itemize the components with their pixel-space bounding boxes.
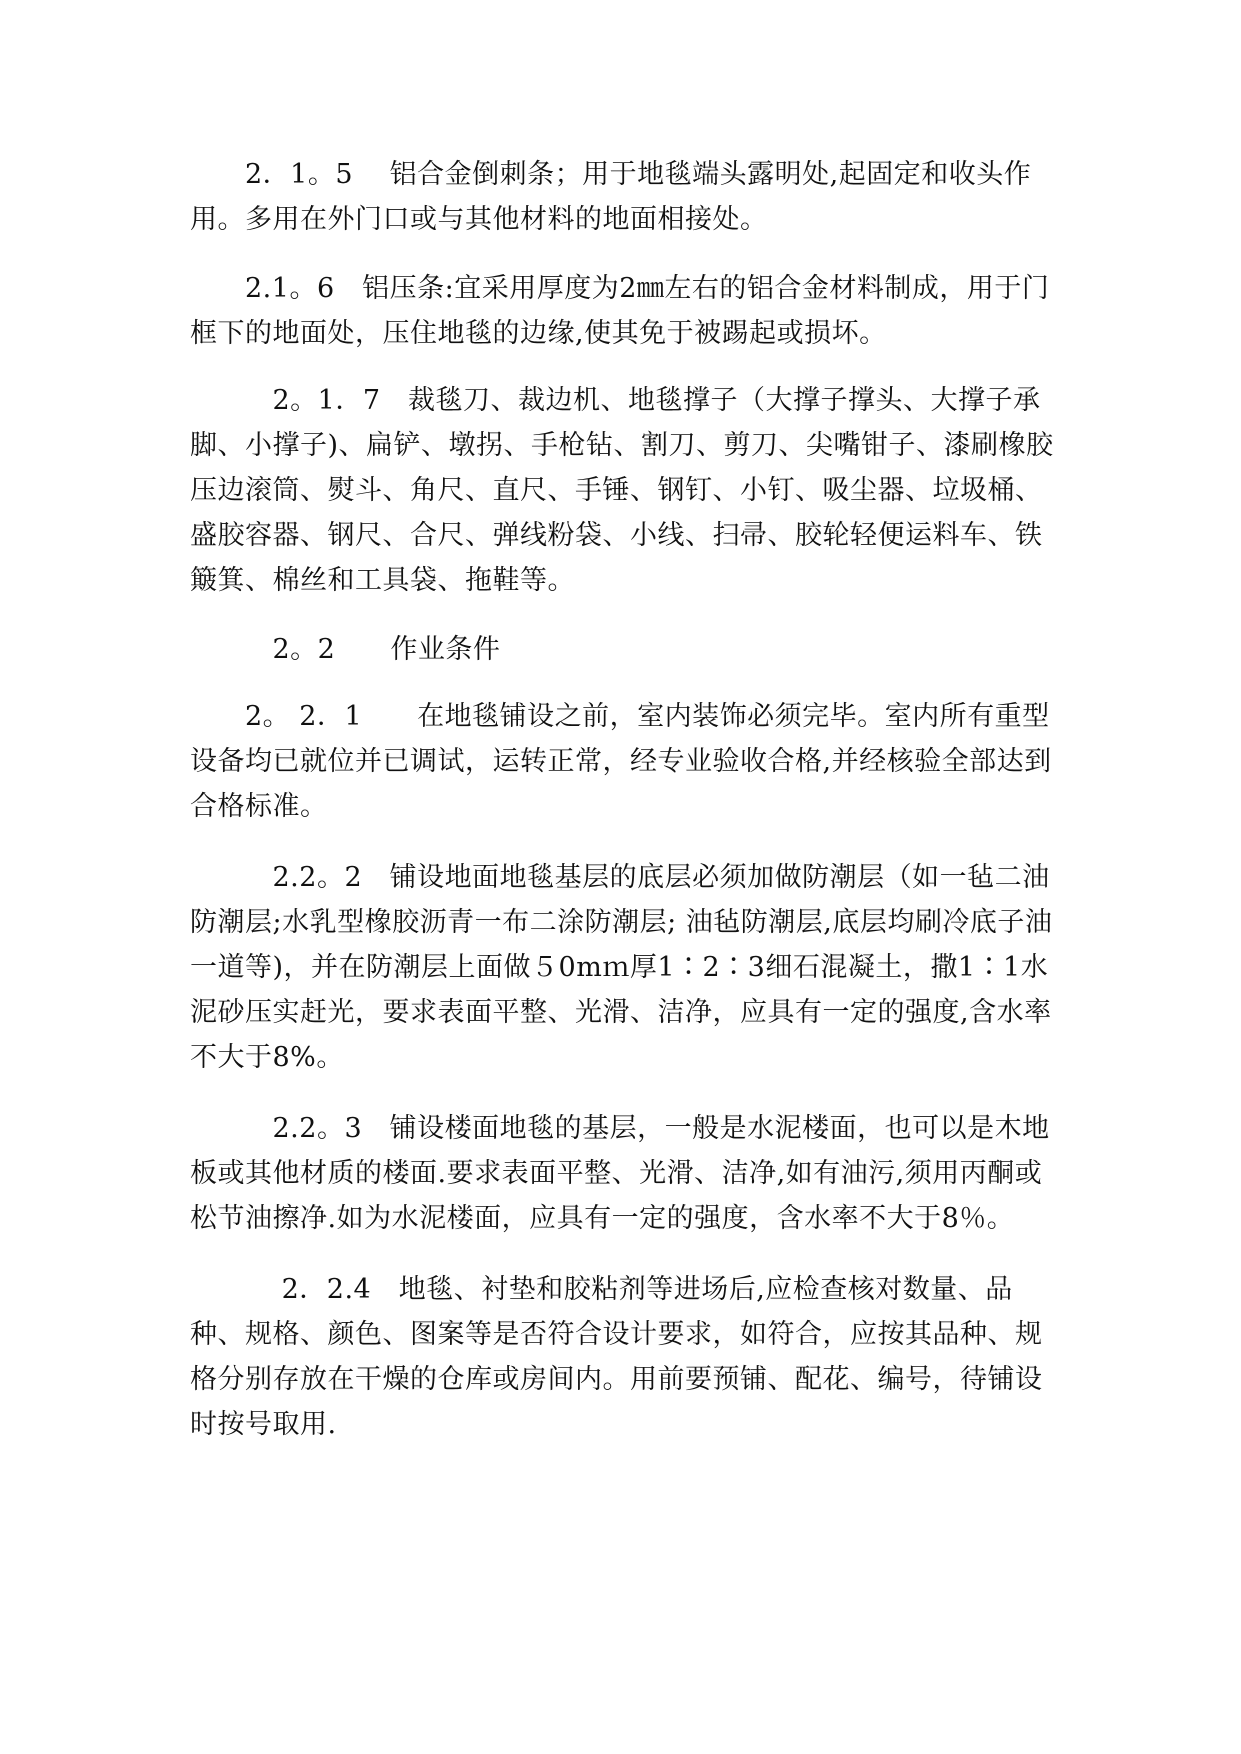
section-heading-2-2: 2。2 作业条件 xyxy=(190,634,501,665)
paragraph-2-2-1: 2。 2．1 在地毯铺设之前，室内装饰必须完毕。室内所有重型设备均已就位并已调试，运转正常，经专业验收合格,并经核验全部达到合格标准。 xyxy=(190,701,1052,822)
paragraph-2-1-6: 2.1。6 铝压条:宜采用厚度为2㎜左右的铝合金材料制成，用于门框下的地面处，压住地毯的边缘,使其免于被踢起或损坏。 xyxy=(190,273,1050,349)
paragraph-2-1-7: 2。1．7 裁毯刀、裁边机、地毯撑子（大撑子撑头、大撑子承脚、小撑子)、扁铲、墩拐、手枪钻、割刀、剪刀、尖嘴钳子、漆刷橡胶压边滚筒、熨斗、角尺、直尺、手锤、钢钉、小钉、吸尘器、垃圾桶、盛胶容器、钢尺、合尺、弹线粉袋、小线、扫帚、胶轮轻便运料车、铁簸箕、棉丝和工具袋、拖鞋等。 xyxy=(190,385,1054,596)
paragraph-2-2-2: 2.2。2 铺设地面地毯基层的底层必须加做防潮层（如一毡二油防潮层;水乳型橡胶沥青一布二涂防潮层; 油毡防潮层,底层均刷冷底子油一道等)，并在防潮层上面做５0mｍ厚1∶2∶3细石混凝土，撒1∶1水泥砂压实赶光，要求表面平整、光滑、洁净，应具有一定的强度,含水率不大于8%。 xyxy=(190,862,1053,1073)
paragraph-2-2-4: 2．2.4 地毯、衬垫和胶粘剂等进场后,应检查核对数量、品种、规格、颜色、图案等是否符合设计要求，如符合，应按其品种、规格分别存放在干燥的仓库或房间内。用前要预铺、配花、编号，待铺设时按号取用. xyxy=(190,1274,1043,1440)
document-body xyxy=(190,152,1060,1447)
paragraph-2-2-3: 2.2。3 铺设楼面地毯的基层，一般是水泥楼面，也可以是木地板或其他材质的楼面.要求表面平整、光滑、洁净,如有油污,须用丙酮或松节油擦净.如为水泥楼面，应具有一定的强度，含水率不大于8％。 xyxy=(190,1113,1050,1234)
paragraph-2-1-5: 2．1。5 铝合金倒刺条；用于地毯端头露明处,起固定和收头作用。多用在外门口或与其他材料的地面相接处。 xyxy=(190,159,1032,235)
